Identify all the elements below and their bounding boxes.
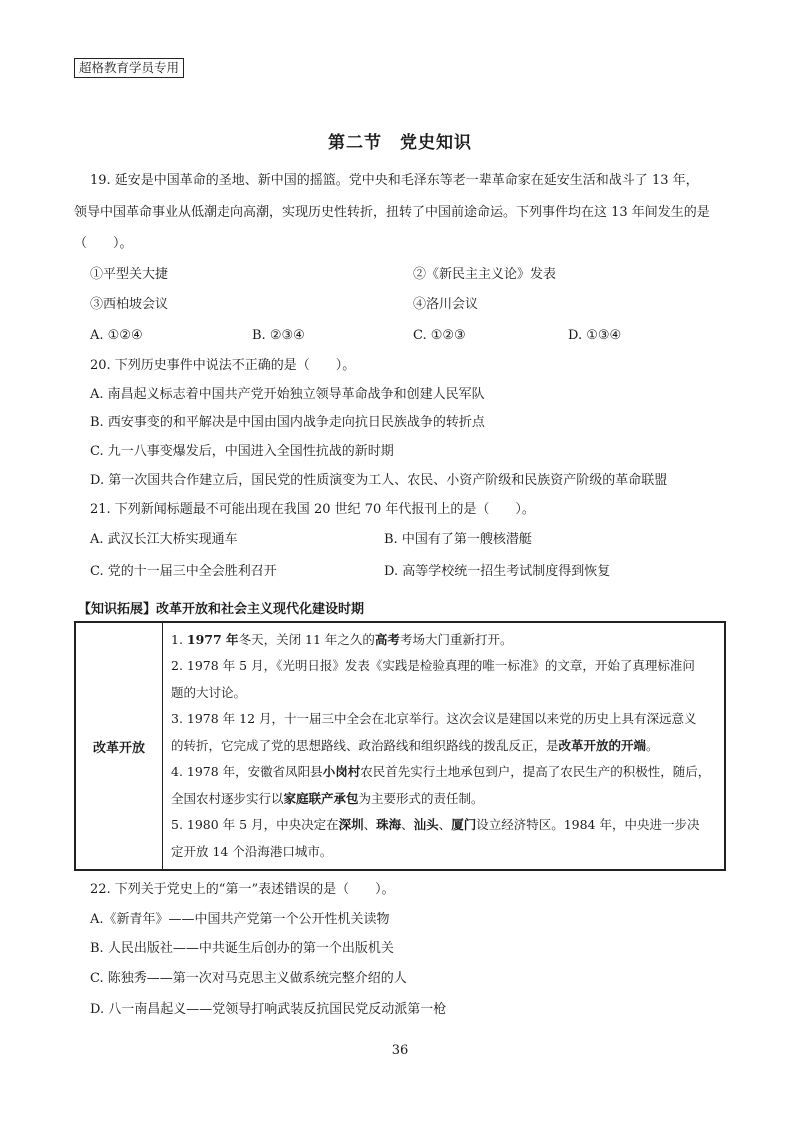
kt-item-1-bold-year: 1977 年 — [186, 631, 239, 647]
kt-item-3-line-2 — [171, 733, 718, 760]
header-label-box: 超格教育学员专用 — [74, 58, 184, 78]
section-title: 第二节 党史知识 — [328, 133, 472, 153]
kt-item-4-text-c: 农民首先实行土地承包到户，提高了农民生产的积极性，随后， — [360, 764, 711, 780]
q22-option-b: B. 人民出版社——中共诞生后创办的第一个出版机关 — [90, 941, 394, 956]
kt-item-1-bold-gaokao: 高考 — [374, 631, 400, 647]
kt-item-2-line-2: 题的大讨论。 — [171, 684, 247, 700]
q19-item-2: ②《新民主主义论》发表 — [413, 267, 557, 282]
q21-stem: 21. 下列新闻标题最不可能出现在我国 20 世纪 70 年代报刊上的是（ ）。 — [90, 502, 535, 517]
kt-item-1-text-c: 冬天，关闭 11 年之久的 — [238, 631, 375, 647]
q22-stem: 22. 下列关于党史上的“第一”表述错误的是（ ）。 — [90, 882, 395, 897]
knowledge-table — [74, 621, 726, 871]
kt-item-3-line-1: 3. 1978 年 12 月，十一届三中全会在北京举行。这次会议是建国以来党的历史上具有深远意义 — [171, 711, 697, 727]
knowledge-table-body — [163, 622, 726, 870]
kt-item-4-line-1 — [171, 759, 718, 786]
q20-option-d: D. 第一次国共合作建立后，国民党的性质演变为工人、农民、小资产阶级和民族资产阶级的革命联盟 — [90, 473, 668, 488]
q22-option-a: A.《新青年》——中国共产党第一个公开性机关读物 — [90, 912, 390, 927]
kt-item-4-bold-contract: 家庭联产承包 — [283, 790, 359, 806]
kt-item-4-line-2 — [171, 786, 718, 813]
kt-item-2-line-1: 2. 1978 年 5 月，《光明日报》发表《实践是检验真理的唯一标准》的文章，开始了真理标准问 — [171, 658, 695, 674]
kt-item-3-bold: 改革开放的开端 — [558, 737, 647, 753]
kt-item-4-bold-xiaogang: 小岗村 — [322, 764, 361, 780]
q20-option-a: A. 南昌起义标志着中国共产党开始独立领导革命战争和创建人民军队 — [90, 387, 485, 402]
kt-item-5-text-a: 5. 1980 年 5 月，中央决定在 — [171, 817, 339, 833]
q19-option-d: D. ①③④ — [568, 328, 622, 343]
kt-item-5-sep-3: 、 — [438, 817, 452, 833]
kt-item-1-text-d: 考场大门重新打开。 — [399, 631, 513, 647]
kt-item-5-bold-xiamen: 厦门 — [451, 817, 477, 833]
q22-option-c: C. 陈独秀——第一次对马克思主义做系统完整介绍的人 — [90, 971, 407, 986]
q19-item-1: ①平型关大捷 — [90, 267, 169, 282]
q22-option-d: D. 八一南昌起义——党领导打响武装反抗国民党反动派第一枪 — [90, 1002, 447, 1017]
q21-option-c: C. 党的十一届三中全会胜利召开 — [90, 564, 277, 579]
kt-item-4-text-e: 为主要形式的责任制。 — [358, 790, 484, 806]
kt-item-5-line-1 — [171, 812, 718, 839]
kt-item-3-text-c: 。 — [646, 737, 659, 753]
q19-option-c: C. ①②③ — [413, 328, 466, 343]
page-number: 36 — [391, 1043, 409, 1058]
kt-item-1-text-a: 1. — [171, 631, 187, 647]
knowledge-table-label: 改革开放 — [75, 622, 163, 870]
q20-option-b: B. 西安事变的和平解决是中国由国内战争走向抗日民族战争的转折点 — [90, 415, 485, 430]
kt-item-3-text-a: 的转折，它完成了党的思想路线、政治路线和组织路线的拨乱反正，是 — [171, 737, 559, 753]
kt-item-5-sep-2: 、 — [401, 817, 414, 833]
kt-item-5-bold-shantou: 汕头 — [413, 817, 439, 833]
knowledge-extension-title: 【知识拓展】改革开放和社会主义现代化建设时期 — [78, 602, 365, 617]
kt-item-5-text-c: 设立经济特区。1984 年，中央进一步决 — [476, 817, 700, 833]
q19-stem-line-2: 领导中国革命事业从低潮走向高潮，实现历史性转折，扭转了中国前途命运。下列事件均在这 13 年间发生的是 — [74, 205, 710, 220]
kt-item-5-line-2: 定开放 14 个沿海港口城市。 — [171, 843, 333, 859]
kt-item-5-sep-1: 、 — [363, 817, 377, 833]
q19-option-b: B. ②③④ — [252, 328, 305, 343]
q19-stem-line-3: （ ）。 — [74, 236, 133, 251]
kt-item-5-bold-zhuhai: 珠海 — [376, 817, 402, 833]
kt-item-4-text-d: 全国农村逐步实行以 — [171, 790, 284, 806]
q19-option-a: A. ①②④ — [90, 328, 143, 343]
q20-option-c: C. 九一八事变爆发后，中国进入全国性抗战的新时期 — [90, 444, 394, 459]
q21-option-d: D. 高等学校统一招生考试制度得到恢复 — [384, 564, 611, 579]
kt-item-1 — [171, 627, 718, 654]
q19-stem-line-1: 19. 延安是中国革命的圣地、新中国的摇篮。党中央和毛泽东等老一辈革命家在延安生活和战斗了 13 年， — [90, 173, 699, 188]
q20-stem: 20. 下列历史事件中说法不正确的是（ ）。 — [90, 358, 356, 373]
q21-option-b: B. 中国有了第一艘核潜艇 — [384, 532, 532, 547]
kt-item-4-text-a: 4. 1978 年，安徽省凤阳县 — [171, 764, 323, 780]
kt-item-5-bold-shenzhen: 深圳 — [338, 817, 364, 833]
q19-item-3: ③西柏坡会议 — [90, 297, 169, 312]
q19-item-4: ④洛川会议 — [413, 297, 479, 312]
q21-option-a: A. 武汉长江大桥实现通车 — [90, 532, 238, 547]
